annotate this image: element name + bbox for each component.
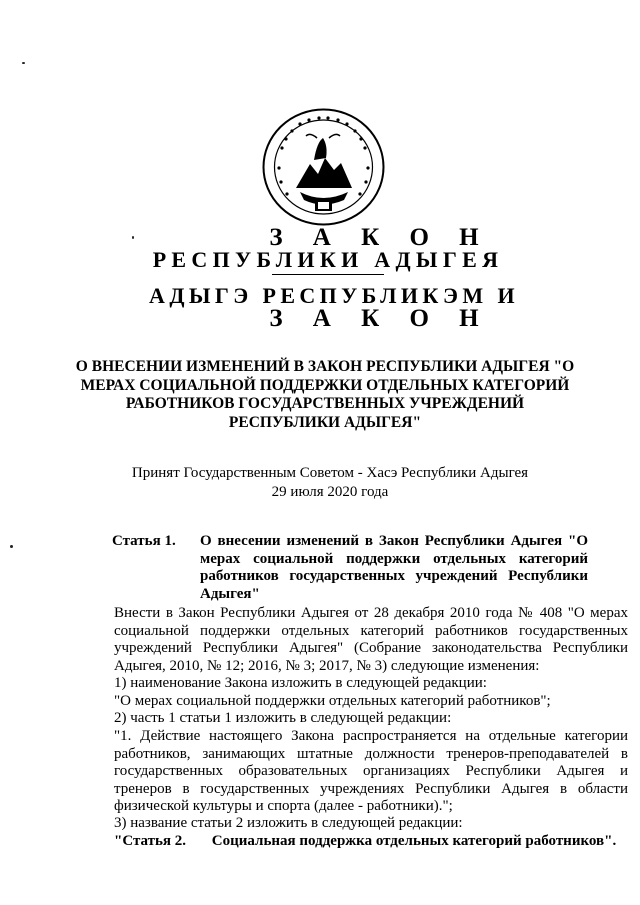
article-1-heading: О внесении изменений в Закон Республики Адыгея "О мерах социальной поддержки отдельных категорий работников государственных учреждений Республики Адыгея"	[200, 533, 588, 602]
scan-speck	[22, 62, 25, 64]
item-1: 1) наименование Закона изложить в следующей редакции:	[114, 675, 487, 691]
item-2-text: "1. Действие настоящего Закона распространяется на отдельные категории работников, занимающих штатные должности тренеров-преподавателей в государственных образовательных организациях Республики Адыгея и тренеров в государственных учреждениях Республики Адыгея в области физической культуры и спорта (далее - работники).";	[114, 728, 628, 815]
article-2-line	[75, 833, 617, 851]
scan-speck	[10, 545, 13, 548]
adoption-date: 29 июля 2020 года	[271, 483, 389, 500]
article-2-heading: Социальная поддержка отдельных категорий работников".	[211, 833, 617, 849]
item-1-text: "О мерах социальной поддержки отдельных категорий работников";	[114, 693, 551, 709]
republic-of-adygea-coat-of-arms-icon	[262, 108, 385, 226]
header-zakon: З А К О Н	[269, 224, 491, 251]
header-republic-adygea: РЕСПУБЛИКИ АДЫГЕЯ	[152, 247, 504, 272]
law-title: О ВНЕСЕНИИ ИЗМЕНЕНИЙ В ЗАКОН РЕСПУБЛИКИ АДЫГЕЯ "О МЕРАХ СОЦИАЛЬНОЙ ПОДДЕРЖКИ ОТДЕЛЬНЫХ КАТЕГОРИЙ РАБОТНИКОВ ГОСУДАРСТВЕННЫХ УЧРЕЖДЕНИЙ РЕСПУБЛИКИ АДЫГЕЯ"	[75, 358, 575, 431]
header-zakon-adyghe: З А К О Н	[269, 305, 491, 332]
intro-paragraph: Внести в Закон Республики Адыгея от 28 декабря 2010 года № 408 "О мерах социальной поддержки отдельных категорий работников государственных учреждений Республики Адыгея" (Собрание законодательства Республики Адыгея, 2010, № 12; 2016, № 3; 2017, № 3) следующие изменения:	[114, 605, 628, 674]
article-1-label: Статья 1.	[112, 533, 176, 549]
header-adyghe-republic: АДЫГЭ РЕСПУБЛИКЭМ И	[149, 283, 519, 308]
adoption-info	[100, 464, 560, 501]
item-2: 2) часть 1 статьи 1 изложить в следующей редакции:	[114, 710, 452, 726]
article-2-label: "Статья 2.	[114, 833, 187, 849]
adoption-line: Принят Государственным Советом - Хасэ Республики Адыгея	[131, 465, 529, 481]
header-divider	[272, 274, 384, 275]
item-3: 3) название статьи 2 изложить в следующей редакции:	[114, 815, 463, 831]
